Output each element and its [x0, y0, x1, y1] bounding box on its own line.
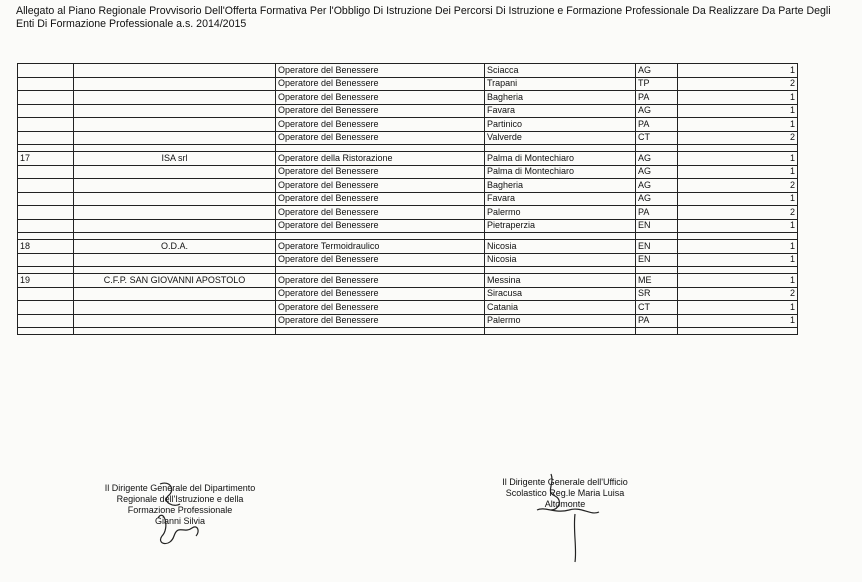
quantity-cell: 1 [678, 301, 798, 315]
ente-number-cell [18, 314, 74, 328]
province-cell: ME [636, 274, 678, 288]
course-cell: Operatore del Benessere [276, 104, 485, 118]
quantity-cell: 1 [678, 274, 798, 288]
course-cell: Operatore del Benessere [276, 77, 485, 91]
ente-number-cell [18, 91, 74, 105]
table-row [18, 219, 798, 233]
province-cell: AG [636, 104, 678, 118]
signature-block-right [470, 477, 660, 510]
offerta-formativa-table [17, 63, 798, 335]
ente-name-cell [74, 179, 276, 193]
ente-number-cell [18, 287, 74, 301]
ente-name-cell [74, 206, 276, 220]
ente-name-cell [74, 91, 276, 105]
ente-number-cell [18, 206, 74, 220]
signature-right-name: Altomonte [544, 499, 586, 509]
empty-cell [485, 233, 636, 240]
separator-row [18, 267, 798, 274]
ente-name-cell [74, 192, 276, 206]
ente-name-cell: C.F.P. SAN GIOVANNI APOSTOLO [74, 274, 276, 288]
ente-name-cell [74, 301, 276, 315]
empty-cell [18, 328, 74, 335]
ente-number-cell: 18 [18, 240, 74, 254]
province-cell: PA [636, 206, 678, 220]
province-cell: PA [636, 118, 678, 132]
quantity-cell: 2 [678, 131, 798, 145]
table-row [18, 314, 798, 328]
course-cell: Operatore del Benessere [276, 314, 485, 328]
city-cell: Valverde [485, 131, 636, 145]
city-cell: Palma di Montechiaro [485, 165, 636, 179]
quantity-cell: 1 [678, 192, 798, 206]
course-cell: Operatore del Benessere [276, 301, 485, 315]
city-cell: Siracusa [485, 287, 636, 301]
ente-name-cell [74, 64, 276, 78]
empty-cell [74, 328, 276, 335]
course-cell: Operatore del Benessere [276, 192, 485, 206]
province-cell: EN [636, 253, 678, 267]
ente-name-cell: O.D.A. [74, 240, 276, 254]
quantity-cell: 2 [678, 206, 798, 220]
course-cell: Operatore del Benessere [276, 64, 485, 78]
ente-number-cell [18, 77, 74, 91]
empty-cell [485, 145, 636, 152]
empty-cell [636, 267, 678, 274]
table-row [18, 253, 798, 267]
province-cell: EN [636, 240, 678, 254]
empty-cell [18, 145, 74, 152]
ente-number-cell [18, 64, 74, 78]
ente-number-cell [18, 253, 74, 267]
province-cell: AG [636, 64, 678, 78]
signature-right-line1: Il Dirigente Generale dell'Ufficio [502, 477, 628, 487]
empty-cell [18, 233, 74, 240]
course-cell: Operatore del Benessere [276, 219, 485, 233]
empty-cell [678, 267, 798, 274]
empty-cell [276, 145, 485, 152]
province-cell: SR [636, 287, 678, 301]
course-cell: Operatore del Benessere [276, 118, 485, 132]
empty-cell [276, 328, 485, 335]
ente-name-cell: ISA srl [74, 152, 276, 166]
course-cell: Operatore Termoidraulico [276, 240, 485, 254]
quantity-cell: 1 [678, 165, 798, 179]
empty-cell [485, 328, 636, 335]
city-cell: Palermo [485, 206, 636, 220]
quantity-cell: 2 [678, 77, 798, 91]
city-cell: Partinico [485, 118, 636, 132]
table-row [18, 287, 798, 301]
course-cell: Operatore della Ristorazione [276, 152, 485, 166]
city-cell: Bagheria [485, 179, 636, 193]
ente-number-cell [18, 104, 74, 118]
document-header: Allegato al Piano Regionale Provvisorio Dell'Offerta Formativa Per l'Obbligo Di Istruzione Dei Percorsi Di Istruzione e Formazione Professionale Da Realizzare Da Parte Degli Enti Di Formazione Professionale a.s. 2014/2015 [16, 5, 831, 30]
table-row [18, 131, 798, 145]
course-cell: Operatore del Benessere [276, 131, 485, 145]
signature-left-name: Gianni Silvia [154, 516, 206, 526]
ente-number-cell [18, 131, 74, 145]
quantity-cell: 1 [678, 64, 798, 78]
course-cell: Operatore del Benessere [276, 179, 485, 193]
city-cell: Trapani [485, 77, 636, 91]
ente-number-cell [18, 192, 74, 206]
quantity-cell: 1 [678, 219, 798, 233]
ente-name-cell [74, 118, 276, 132]
table-row [18, 240, 798, 254]
ente-number-cell: 19 [18, 274, 74, 288]
ente-name-cell [74, 287, 276, 301]
table-row [18, 301, 798, 315]
course-cell: Operatore del Benessere [276, 253, 485, 267]
ente-number-cell [18, 301, 74, 315]
ente-number-cell: 17 [18, 152, 74, 166]
table-row [18, 152, 798, 166]
table-row [18, 64, 798, 78]
signature-left-line3: Formazione Professionale [127, 505, 233, 515]
ente-number-cell [18, 165, 74, 179]
province-cell: CT [636, 301, 678, 315]
empty-cell [636, 233, 678, 240]
city-cell: Nicosia [485, 240, 636, 254]
table-row [18, 192, 798, 206]
city-cell: Sciacca [485, 64, 636, 78]
quantity-cell: 2 [678, 287, 798, 301]
table-row [18, 274, 798, 288]
quantity-cell: 1 [678, 152, 798, 166]
empty-cell [74, 145, 276, 152]
course-cell: Operatore del Benessere [276, 165, 485, 179]
empty-cell [636, 328, 678, 335]
province-cell: PA [636, 314, 678, 328]
quantity-cell: 1 [678, 240, 798, 254]
ente-number-cell [18, 179, 74, 193]
table-row [18, 118, 798, 132]
signature-left-line2: Regionale dell'Istruzione e della [116, 494, 244, 504]
empty-cell [678, 233, 798, 240]
empty-cell [18, 267, 74, 274]
city-cell: Nicosia [485, 253, 636, 267]
ente-name-cell [74, 314, 276, 328]
province-cell: AG [636, 192, 678, 206]
city-cell: Favara [485, 192, 636, 206]
signature-right-line2: Scolastico Reg.le Maria Luisa [505, 488, 625, 498]
city-cell: Catania [485, 301, 636, 315]
province-cell: EN [636, 219, 678, 233]
quantity-cell: 1 [678, 314, 798, 328]
separator-row [18, 328, 798, 335]
course-cell: Operatore del Benessere [276, 91, 485, 105]
separator-row [18, 233, 798, 240]
empty-cell [276, 267, 485, 274]
course-cell: Operatore del Benessere [276, 287, 485, 301]
ente-name-cell [74, 219, 276, 233]
ente-name-cell [74, 253, 276, 267]
empty-cell [74, 267, 276, 274]
province-cell: CT [636, 131, 678, 145]
province-cell: AG [636, 179, 678, 193]
city-cell: Palermo [485, 314, 636, 328]
city-cell: Pietraperzia [485, 219, 636, 233]
quantity-cell: 1 [678, 118, 798, 132]
table-row [18, 77, 798, 91]
city-cell: Favara [485, 104, 636, 118]
province-cell: PA [636, 91, 678, 105]
empty-cell [678, 328, 798, 335]
ente-name-cell [74, 77, 276, 91]
signature-left-line1: Il Dirigente Generale del Dipartimento [104, 483, 256, 493]
city-cell: Palma di Montechiaro [485, 152, 636, 166]
course-cell: Operatore del Benessere [276, 206, 485, 220]
province-cell: AG [636, 152, 678, 166]
ente-name-cell [74, 165, 276, 179]
quantity-cell: 1 [678, 253, 798, 267]
table-row [18, 91, 798, 105]
ente-name-cell [74, 131, 276, 145]
empty-cell [276, 233, 485, 240]
signature-block-left [70, 483, 290, 527]
table-row [18, 179, 798, 193]
ente-number-cell [18, 219, 74, 233]
table-row [18, 165, 798, 179]
quantity-cell: 1 [678, 104, 798, 118]
province-cell: TP [636, 77, 678, 91]
empty-cell [636, 145, 678, 152]
quantity-cell: 2 [678, 179, 798, 193]
course-cell: Operatore del Benessere [276, 274, 485, 288]
table-row [18, 206, 798, 220]
city-cell: Bagheria [485, 91, 636, 105]
city-cell: Messina [485, 274, 636, 288]
separator-row [18, 145, 798, 152]
empty-cell [678, 145, 798, 152]
quantity-cell: 1 [678, 91, 798, 105]
province-cell: AG [636, 165, 678, 179]
table-row [18, 104, 798, 118]
empty-cell [485, 267, 636, 274]
empty-cell [74, 233, 276, 240]
ente-number-cell [18, 118, 74, 132]
ente-name-cell [74, 104, 276, 118]
